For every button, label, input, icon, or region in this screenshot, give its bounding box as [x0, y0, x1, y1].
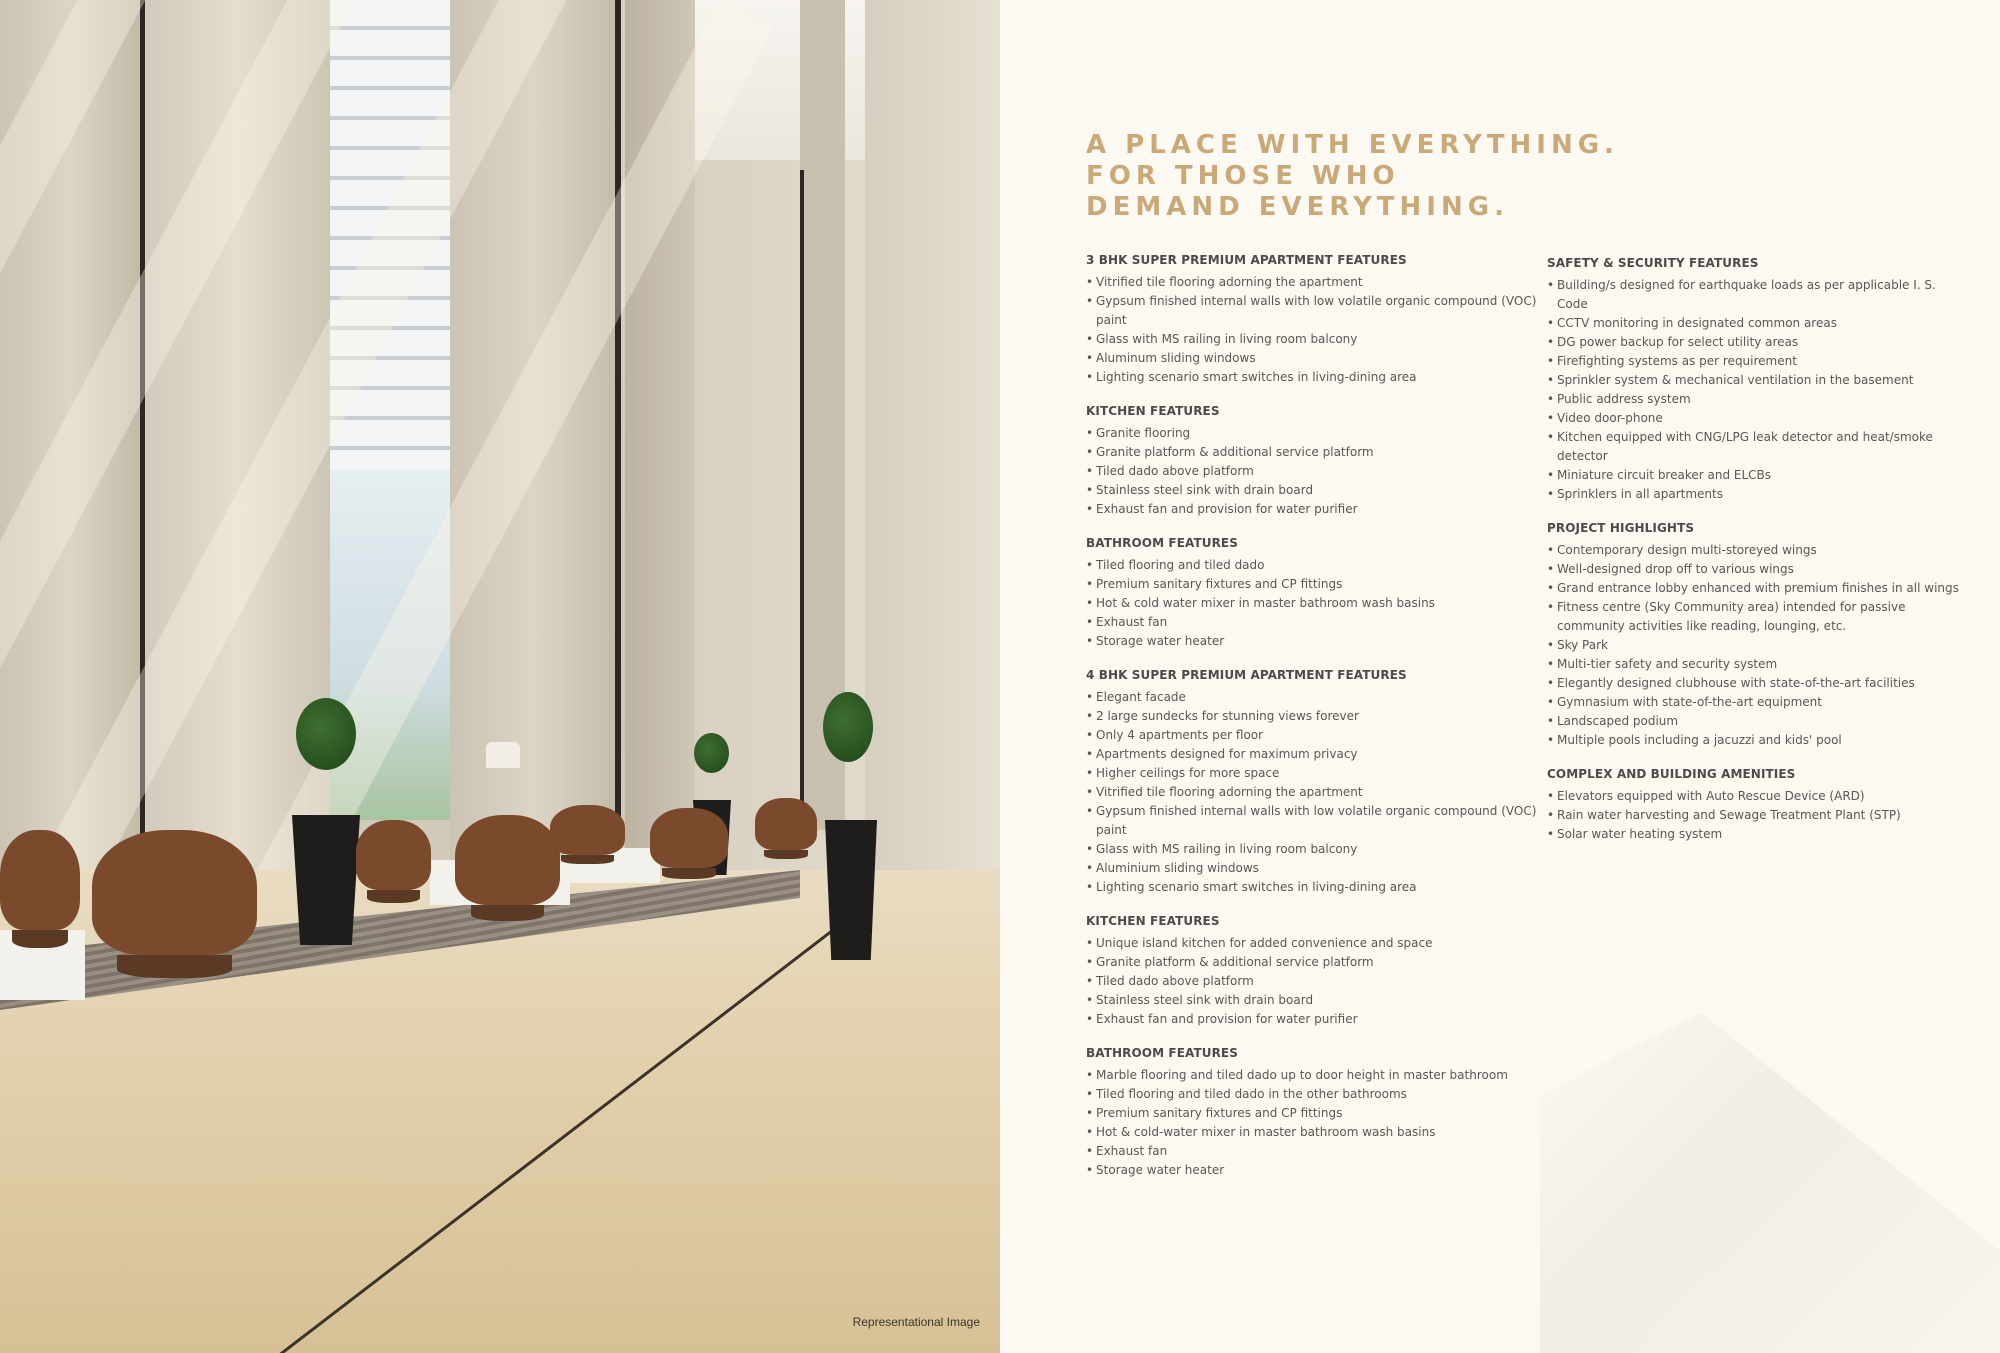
- feature-item: • Premium sanitary fixtures and CP fittings: [1086, 1104, 1541, 1123]
- feature-item: • Fitness centre (Sky Community area) intended for passive community activities like reading, lounging, etc.: [1547, 598, 1967, 636]
- section-title: 3 BHK SUPER PREMIUM APARTMENT FEATURES: [1086, 253, 1407, 267]
- feature-item: • Storage water heater: [1086, 632, 1541, 651]
- feature-item: • Grand entrance lobby enhanced with premium finishes in all wings: [1547, 579, 1967, 598]
- column-gap: [800, 170, 804, 820]
- marble-column: [865, 0, 1000, 960]
- feature-item: • Elegantly designed clubhouse with state-of-the-art facilities: [1547, 674, 1967, 693]
- feature-item: • Miniature circuit breaker and ELCBs: [1547, 466, 1967, 485]
- lounge-chair: [455, 815, 560, 905]
- feature-item: • Vitrified tile flooring adorning the apartment: [1086, 783, 1541, 802]
- feature-item: • Higher ceilings for more space: [1086, 764, 1541, 783]
- feature-item: • 2 large sundecks for stunning views forever: [1086, 707, 1541, 726]
- lounge-chair: [0, 830, 80, 930]
- feature-item: • Sprinkler system & mechanical ventilation in the basement: [1547, 371, 1967, 390]
- lounge-chair: [755, 798, 817, 850]
- feature-item: • Glass with MS railing in living room balcony: [1086, 330, 1541, 349]
- feature-item: • Multiple pools including a jacuzzi and kids' pool: [1547, 731, 1967, 750]
- feature-item: • Tiled dado above platform: [1086, 462, 1541, 481]
- feature-section: [1086, 1046, 1541, 1180]
- lounge-chair: [92, 830, 257, 955]
- feature-section: [1547, 767, 1967, 844]
- feature-item: • Contemporary design multi-storeyed wings: [1547, 541, 1967, 560]
- feature-item: • Exhaust fan and provision for water purifier: [1086, 500, 1541, 519]
- section-title: BATHROOM FEATURES: [1086, 1046, 1238, 1060]
- plant: [823, 692, 873, 762]
- feature-list: [1547, 276, 1967, 504]
- feature-item: • Granite platform & additional service platform: [1086, 953, 1541, 972]
- feature-item: • Glass with MS railing in living room balcony: [1086, 840, 1541, 859]
- plant: [694, 733, 729, 773]
- feature-item: • Gypsum finished internal walls with low volatile organic compound (VOC) paint: [1086, 292, 1541, 330]
- feature-item: • Multi-tier safety and security system: [1547, 655, 1967, 674]
- feature-list: [1086, 1066, 1541, 1180]
- feature-item: • Granite flooring: [1086, 424, 1541, 443]
- feature-item: • Sky Park: [1547, 636, 1967, 655]
- section-title: COMPLEX AND BUILDING AMENITIES: [1547, 767, 1796, 781]
- feature-section: [1086, 536, 1541, 651]
- feature-item: • CCTV monitoring in designated common areas: [1547, 314, 1967, 333]
- feature-list: [1086, 934, 1541, 1029]
- feature-item: • Only 4 apartments per floor: [1086, 726, 1541, 745]
- features-column-left: [1086, 253, 1541, 1197]
- feature-list: [1086, 688, 1541, 897]
- feature-item: • Exhaust fan and provision for water purifier: [1086, 1010, 1541, 1029]
- decorative-shape: [1540, 1013, 2000, 1353]
- feature-item: • Exhaust fan: [1086, 1142, 1541, 1161]
- heading-line: DEMAND EVERYTHING.: [1086, 192, 1509, 222]
- feature-item: • Hot & cold water mixer in master bathroom wash basins: [1086, 594, 1541, 613]
- feature-item: • Elegant facade: [1086, 688, 1541, 707]
- section-title: SAFETY & SECURITY FEATURES: [1547, 256, 1759, 270]
- plant: [296, 698, 356, 770]
- feature-item: • Storage water heater: [1086, 1161, 1541, 1180]
- heading-line: FOR THOSE WHO: [1086, 161, 1400, 191]
- feature-item: • Video door-phone: [1547, 409, 1967, 428]
- feature-item: • Rain water harvesting and Sewage Treatment Plant (STP): [1547, 806, 1967, 825]
- lounge-chair: [356, 820, 431, 890]
- feature-item: • Tiled dado above platform: [1086, 972, 1541, 991]
- feature-item: • Unique island kitchen for added convenience and space: [1086, 934, 1541, 953]
- feature-item: • Lighting scenario smart switches in living-dining area: [1086, 368, 1541, 387]
- feature-item: • Building/s designed for earthquake loads as per applicable I. S. Code: [1547, 276, 1967, 314]
- section-title: PROJECT HIGHLIGHTS: [1547, 521, 1695, 535]
- feature-item: • Granite platform & additional service platform: [1086, 443, 1541, 462]
- lounge-chair: [550, 805, 625, 855]
- feature-item: • Tiled flooring and tiled dado in the other bathrooms: [1086, 1085, 1541, 1104]
- feature-item: • Elevators equipped with Auto Rescue Device (ARD): [1547, 787, 1967, 806]
- feature-item: • Tiled flooring and tiled dado: [1086, 556, 1541, 575]
- feature-item: • Sprinklers in all apartments: [1547, 485, 1967, 504]
- feature-item: • Well-designed drop off to various wings: [1547, 560, 1967, 579]
- feature-list: [1547, 787, 1967, 844]
- feature-section: [1547, 521, 1967, 750]
- feature-section: [1086, 914, 1541, 1029]
- feature-item: • Gypsum finished internal walls with low volatile organic compound (VOC) paint: [1086, 802, 1541, 840]
- feature-item: • Firefighting systems as per requirement: [1547, 352, 1967, 371]
- heading-line: A PLACE WITH EVERYTHING.: [1086, 130, 1619, 160]
- feature-list: [1086, 556, 1541, 651]
- feature-item: • DG power backup for select utility areas: [1547, 333, 1967, 352]
- feature-list: [1086, 424, 1541, 519]
- feature-section: [1547, 256, 1967, 504]
- column-gap: [615, 0, 621, 860]
- feature-section: [1086, 253, 1541, 387]
- feature-item: • Lighting scenario smart switches in living-dining area: [1086, 878, 1541, 897]
- feature-list: [1086, 273, 1541, 387]
- feature-item: • Vitrified tile flooring adorning the apartment: [1086, 273, 1541, 292]
- feature-item: • Solar water heating system: [1547, 825, 1967, 844]
- section-title: 4 BHK SUPER PREMIUM APARTMENT FEATURES: [1086, 668, 1407, 682]
- feature-item: • Apartments designed for maximum privacy: [1086, 745, 1541, 764]
- planter: [292, 815, 360, 945]
- planter: [825, 820, 877, 960]
- feature-item: • Stainless steel sink with drain board: [1086, 991, 1541, 1010]
- feature-item: • Aluminium sliding windows: [1086, 859, 1541, 878]
- feature-item: • Landscaped podium: [1547, 712, 1967, 731]
- image-caption: Representational Image: [852, 1315, 980, 1329]
- feature-item: • Premium sanitary fixtures and CP fittings: [1086, 575, 1541, 594]
- feature-item: • Stainless steel sink with drain board: [1086, 481, 1541, 500]
- feature-item: • Aluminum sliding windows: [1086, 349, 1541, 368]
- feature-list: [1547, 541, 1967, 750]
- feature-item: • Marble flooring and tiled dado up to door height in master bathroom: [1086, 1066, 1541, 1085]
- feature-item: • Hot & cold-water mixer in master bathroom wash basins: [1086, 1123, 1541, 1142]
- section-title: BATHROOM FEATURES: [1086, 536, 1238, 550]
- feature-item: • Public address system: [1547, 390, 1967, 409]
- features-column-right: [1547, 256, 1967, 861]
- section-title: KITCHEN FEATURES: [1086, 404, 1220, 418]
- feature-section: [1086, 404, 1541, 519]
- feature-section: [1086, 668, 1541, 897]
- page-heading: [1086, 130, 1619, 223]
- lounge-chair: [650, 808, 728, 868]
- feature-item: • Kitchen equipped with CNG/LPG leak detector and heat/smoke detector: [1547, 428, 1967, 466]
- section-title: KITCHEN FEATURES: [1086, 914, 1220, 928]
- feature-item: • Gymnasium with state-of-the-art equipment: [1547, 693, 1967, 712]
- feature-item: • Exhaust fan: [1086, 613, 1541, 632]
- floor-lamp: [486, 742, 520, 768]
